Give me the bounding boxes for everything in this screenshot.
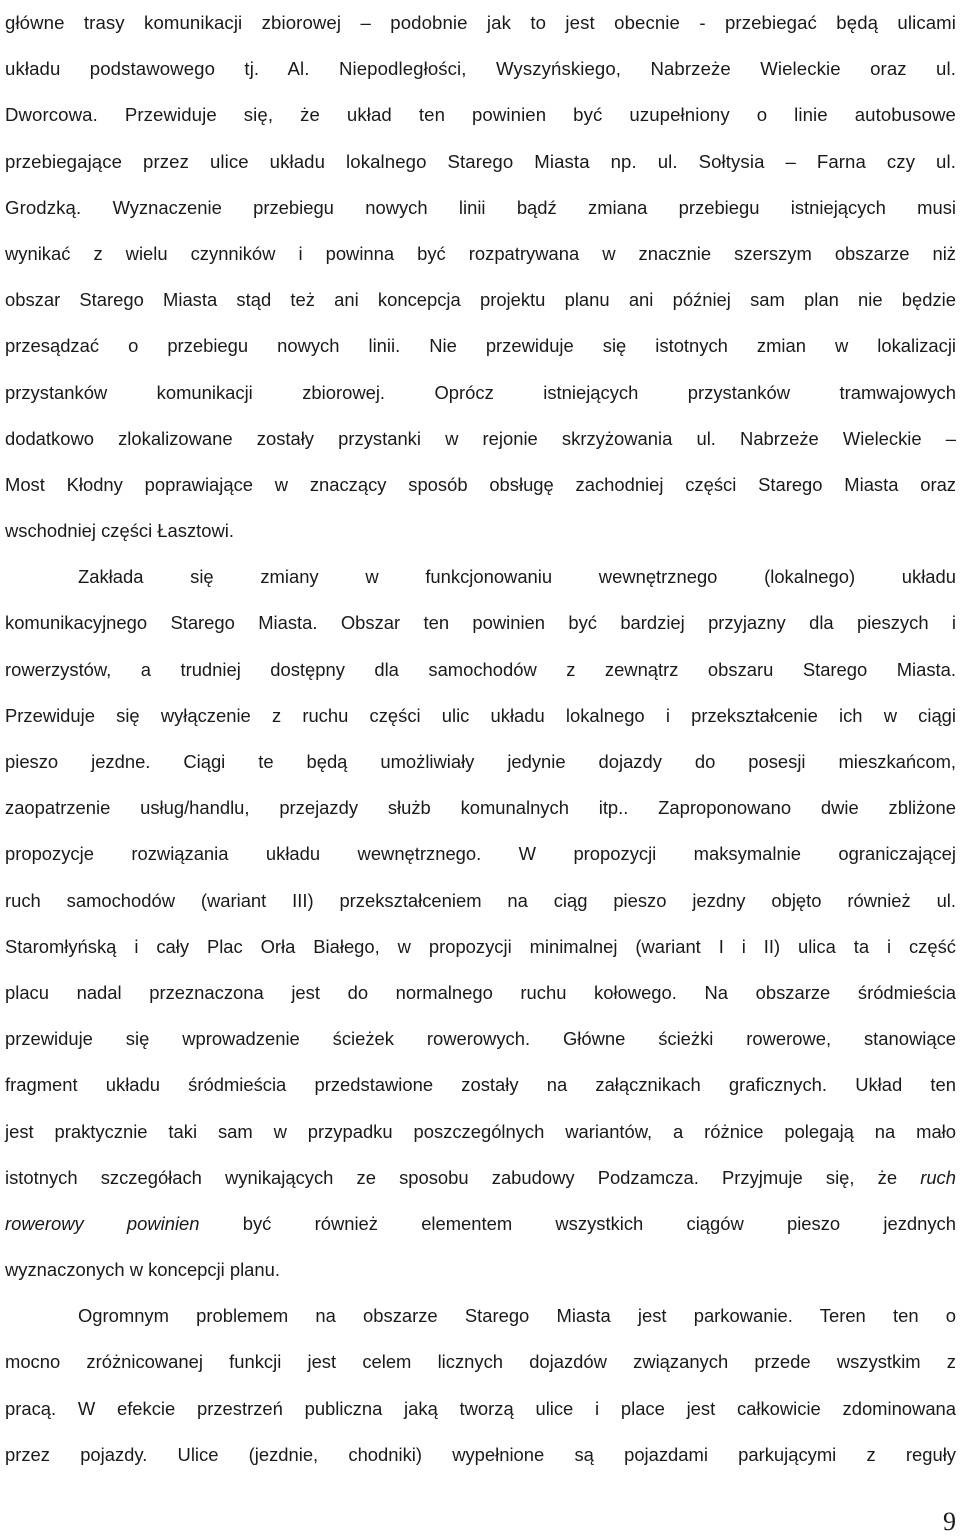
text-fragment: być również elementem wszystkich ciągów pieszo jezdnych — [242, 1212, 956, 1234]
text-line: Zakłada się zmiany w funkcjonowaniu wewnętrznego (lokalnego) układu — [78, 566, 956, 588]
text-fragment: Wyznaczenie przebiegu nowych linii bądź zmiana przebiegu istniejących musi — [112, 196, 956, 218]
text-line: wynikać z wielu czynników i powinna być rozpatrywana w znacznie szerszym obszarze niż — [5, 242, 956, 264]
text-line: placu nadal przeznaczona jest do normalnego ruchu kołowego. Na obszarze śródmieścia — [5, 981, 956, 1003]
text-line: pracą. W efekcie przestrzeń publiczna jaką tworzą ulice i place jest całkowicie zdominowana — [5, 1397, 956, 1419]
text-line: przewiduje się wprowadzenie ścieżek rowerowych. Główne ścieżki rowerowe, stanowiące — [5, 1028, 956, 1050]
text-line: obszar Starego Miasta stąd też ani koncepcja projektu planu ani później sam plan nie będzie — [5, 289, 956, 311]
text-line-mixed — [5, 1155, 956, 1201]
text-line: Dworcowa. Przewiduje się, że układ ten powinien być uzupełniony o linie autobusowe — [5, 104, 956, 126]
text-line: Przewiduje się wyłączenie z ruchu części ulic układu lokalnego i przekształcenie ich w ciągi — [5, 704, 956, 726]
text-line: dodatkowo zlokalizowane zostały przystanki w rejonie skrzyżowania ul. Nabrzeże Wieleckie – — [5, 427, 956, 449]
paragraph-internal-traffic — [5, 554, 956, 1293]
text-line: Most Kłodny poprawiające w znaczący sposób obsługę zachodniej części Starego Miasta oraz — [5, 473, 956, 495]
page-number: 9 — [943, 1507, 956, 1536]
text-line-mixed — [5, 1201, 956, 1247]
text-line: rowerzystów, a trudniej dostępny dla samochodów z zewnątrz obszaru Starego Miasta. — [5, 658, 956, 680]
text-fragment-italic: ruch — [920, 1166, 956, 1188]
paragraph-parking — [5, 1293, 956, 1478]
text-line: ruch samochodów (wariant III) przekształceniem na ciąg pieszo jezdny objęto również ul. — [5, 889, 956, 911]
text-fragment: istotnych szczegółach wynikających ze sposobu zabudowy Podzamcza. Przyjmuje się, że — [5, 1166, 898, 1188]
text-line: wyznaczonych w koncepcji planu. — [5, 1259, 280, 1281]
text-line: zaopatrzenie usług/handlu, przejazdy służb komunalnych itp.. Zaproponowano dwie zbliżone — [5, 797, 956, 819]
text-line: Ogromnym problemem na obszarze Starego Miasta jest parkowanie. Teren ten o — [78, 1305, 956, 1327]
text-fragment: Grodzką. — [5, 196, 82, 218]
text-line: propozycje rozwiązania układu wewnętrznego. W propozycji maksymalnie ograniczającej — [5, 843, 956, 865]
text-line: przystanków komunikacji zbiorowej. Oprócz istniejących przystanków tramwajowych — [5, 381, 956, 403]
text-line: przebiegające przez ulice układu lokalnego Starego Miasta np. ul. Sołtysia – Farna czy ul. — [5, 150, 956, 172]
text-line: główne trasy komunikacji zbiorowej – podobnie jak to jest obecnie - przebiegać będą ulicami — [5, 12, 956, 33]
document-page — [5, 0, 956, 1478]
text-line: jest praktycznie taki sam w przypadku poszczególnych wariantów, a różnice polegają na mało — [5, 1120, 956, 1142]
text-line: mocno zróżnicowanej funkcji jest celem licznych dojazdów związanych przede wszystkim z — [5, 1351, 956, 1373]
text-line: fragment układu śródmieścia przedstawione zostały na załącznikach graficznych. Układ ten — [5, 1074, 956, 1096]
text-line: przesądzać o przebiegu nowych linii. Nie przewiduje się istotnych zmian w lokalizacji — [5, 335, 956, 357]
text-line-mixed — [5, 185, 956, 231]
text-line: układu podstawowego tj. Al. Niepodległości, Wyszyńskiego, Nabrzeże Wieleckie oraz ul. — [5, 58, 956, 80]
text-line: wschodniej części Łasztowi. — [5, 520, 234, 542]
text-line: Staromłyńską i cały Plac Orła Białego, w propozycji minimalnej (wariant I i II) ulica ta i część — [5, 935, 956, 957]
text-line: komunikacyjnego Starego Miasta. Obszar ten powinien być bardziej przyjazny dla pieszych i — [5, 612, 956, 634]
text-fragment-italic: rowerowy powinien — [5, 1212, 200, 1234]
text-line: przez pojazdy. Ulice (jezdnie, chodniki) wypełnione są pojazdami parkującymi z reguły — [5, 1443, 956, 1465]
paragraph-public-transport — [5, 0, 956, 554]
text-line: pieszo jezdne. Ciągi te będą umożliwiały jedynie dojazdy do posesji mieszkańcom, — [5, 751, 956, 772]
